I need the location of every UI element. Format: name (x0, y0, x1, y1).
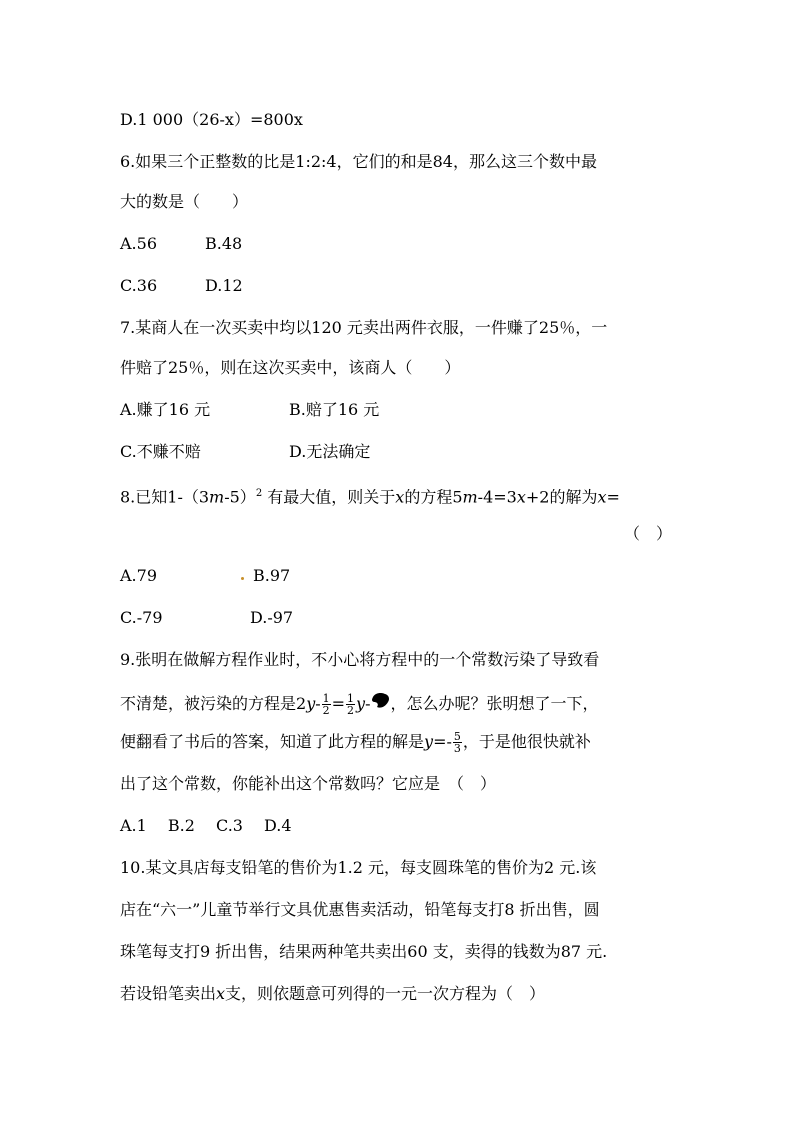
ink-blot-icon (371, 691, 391, 719)
question-8-line-1: 8.已知$1-(3m-5)^2$ 有最大值，则关于x的方程5m-4=3x+2的解为x= (120, 487, 620, 507)
fraction-five-thirds: $\frac{5}{3}$ (453, 730, 461, 755)
question-9-line-2: 不清楚，被污染的方程是2y- $\frac{1}{2}$ = $\frac{1}{2}$ y- ，怎么办呢？张明想了一下， (120, 692, 599, 717)
question-9-line-1: 9.张明在做解方程作业时，不小心将方程中的一个常数污染了导致看 (120, 650, 600, 669)
q6-option-b: B.48 (205, 234, 243, 253)
question-6-line-2: 大的数是（ ） (120, 192, 249, 211)
q9-options: A.1 B.2 C.3 D.4 (120, 816, 292, 835)
question-10-line-1: 10.某文具店每支铅笔的售价为1.2 元，每支圆珠笔的售价为2 元.该 (120, 858, 597, 877)
option-d-line: D.1 000（26-x）=800x (120, 110, 303, 129)
q7-option-c: C.不赚不赔 (120, 442, 201, 461)
question-10-line-4: 若设铅笔卖出x支，则依题意可列得的一元一次方程为（ ） (120, 984, 546, 1003)
q6-option-d: D.12 (205, 276, 243, 295)
question-7-line-1: 7.某商人在一次买卖中均以120 元卖出两件衣服，一件赚了25％，一 (120, 318, 608, 337)
question-9-line-4: 出了这个常数，你能补出这个常数吗？它应是 （ ） (120, 774, 497, 793)
fraction-one-half: $\frac{1}{2}$ (322, 692, 330, 717)
q7-option-a: A.赚了16 元 (120, 400, 211, 419)
q8-option-d: D.-97 (250, 608, 294, 627)
question-10-line-3: 珠笔每支打9 折出售，结果两种笔共卖出60 支，卖得的钱数为87 元. (120, 942, 608, 961)
question-10-line-2: 店在“六一”儿童节举行文具优惠售卖活动，铅笔每支打8 折出售，圆 (120, 900, 600, 919)
q8-option-c: C.-79 (120, 608, 163, 627)
q7-option-b: B.赔了16 元 (289, 400, 380, 419)
q6-option-a: A.56 (120, 234, 157, 253)
q8-option-b: B.97 (253, 566, 291, 585)
q8-option-a: A.79 (120, 566, 157, 585)
q7-option-d: D.无法确定 (289, 442, 371, 461)
question-7-line-2: 件赔了25％，则在这次买卖中，该商人（ ） (120, 358, 461, 377)
question-6-line-1: 6.如果三个正整数的比是1:2:4，它们的和是84，那么这三个数中最 (120, 152, 597, 171)
q6-option-c: C.36 (120, 276, 158, 295)
question-9-line-3: 便翻看了书后的答案，知道了此方程的解是y=- $\frac{5}{3}$ ，于是他很快就补 (120, 730, 591, 755)
q8-answer-paren: （ ） (624, 524, 673, 543)
exponent: 2 (255, 488, 263, 499)
stray-mark (241, 577, 244, 580)
fraction-one-half: $\frac{1}{2}$ (347, 692, 355, 717)
